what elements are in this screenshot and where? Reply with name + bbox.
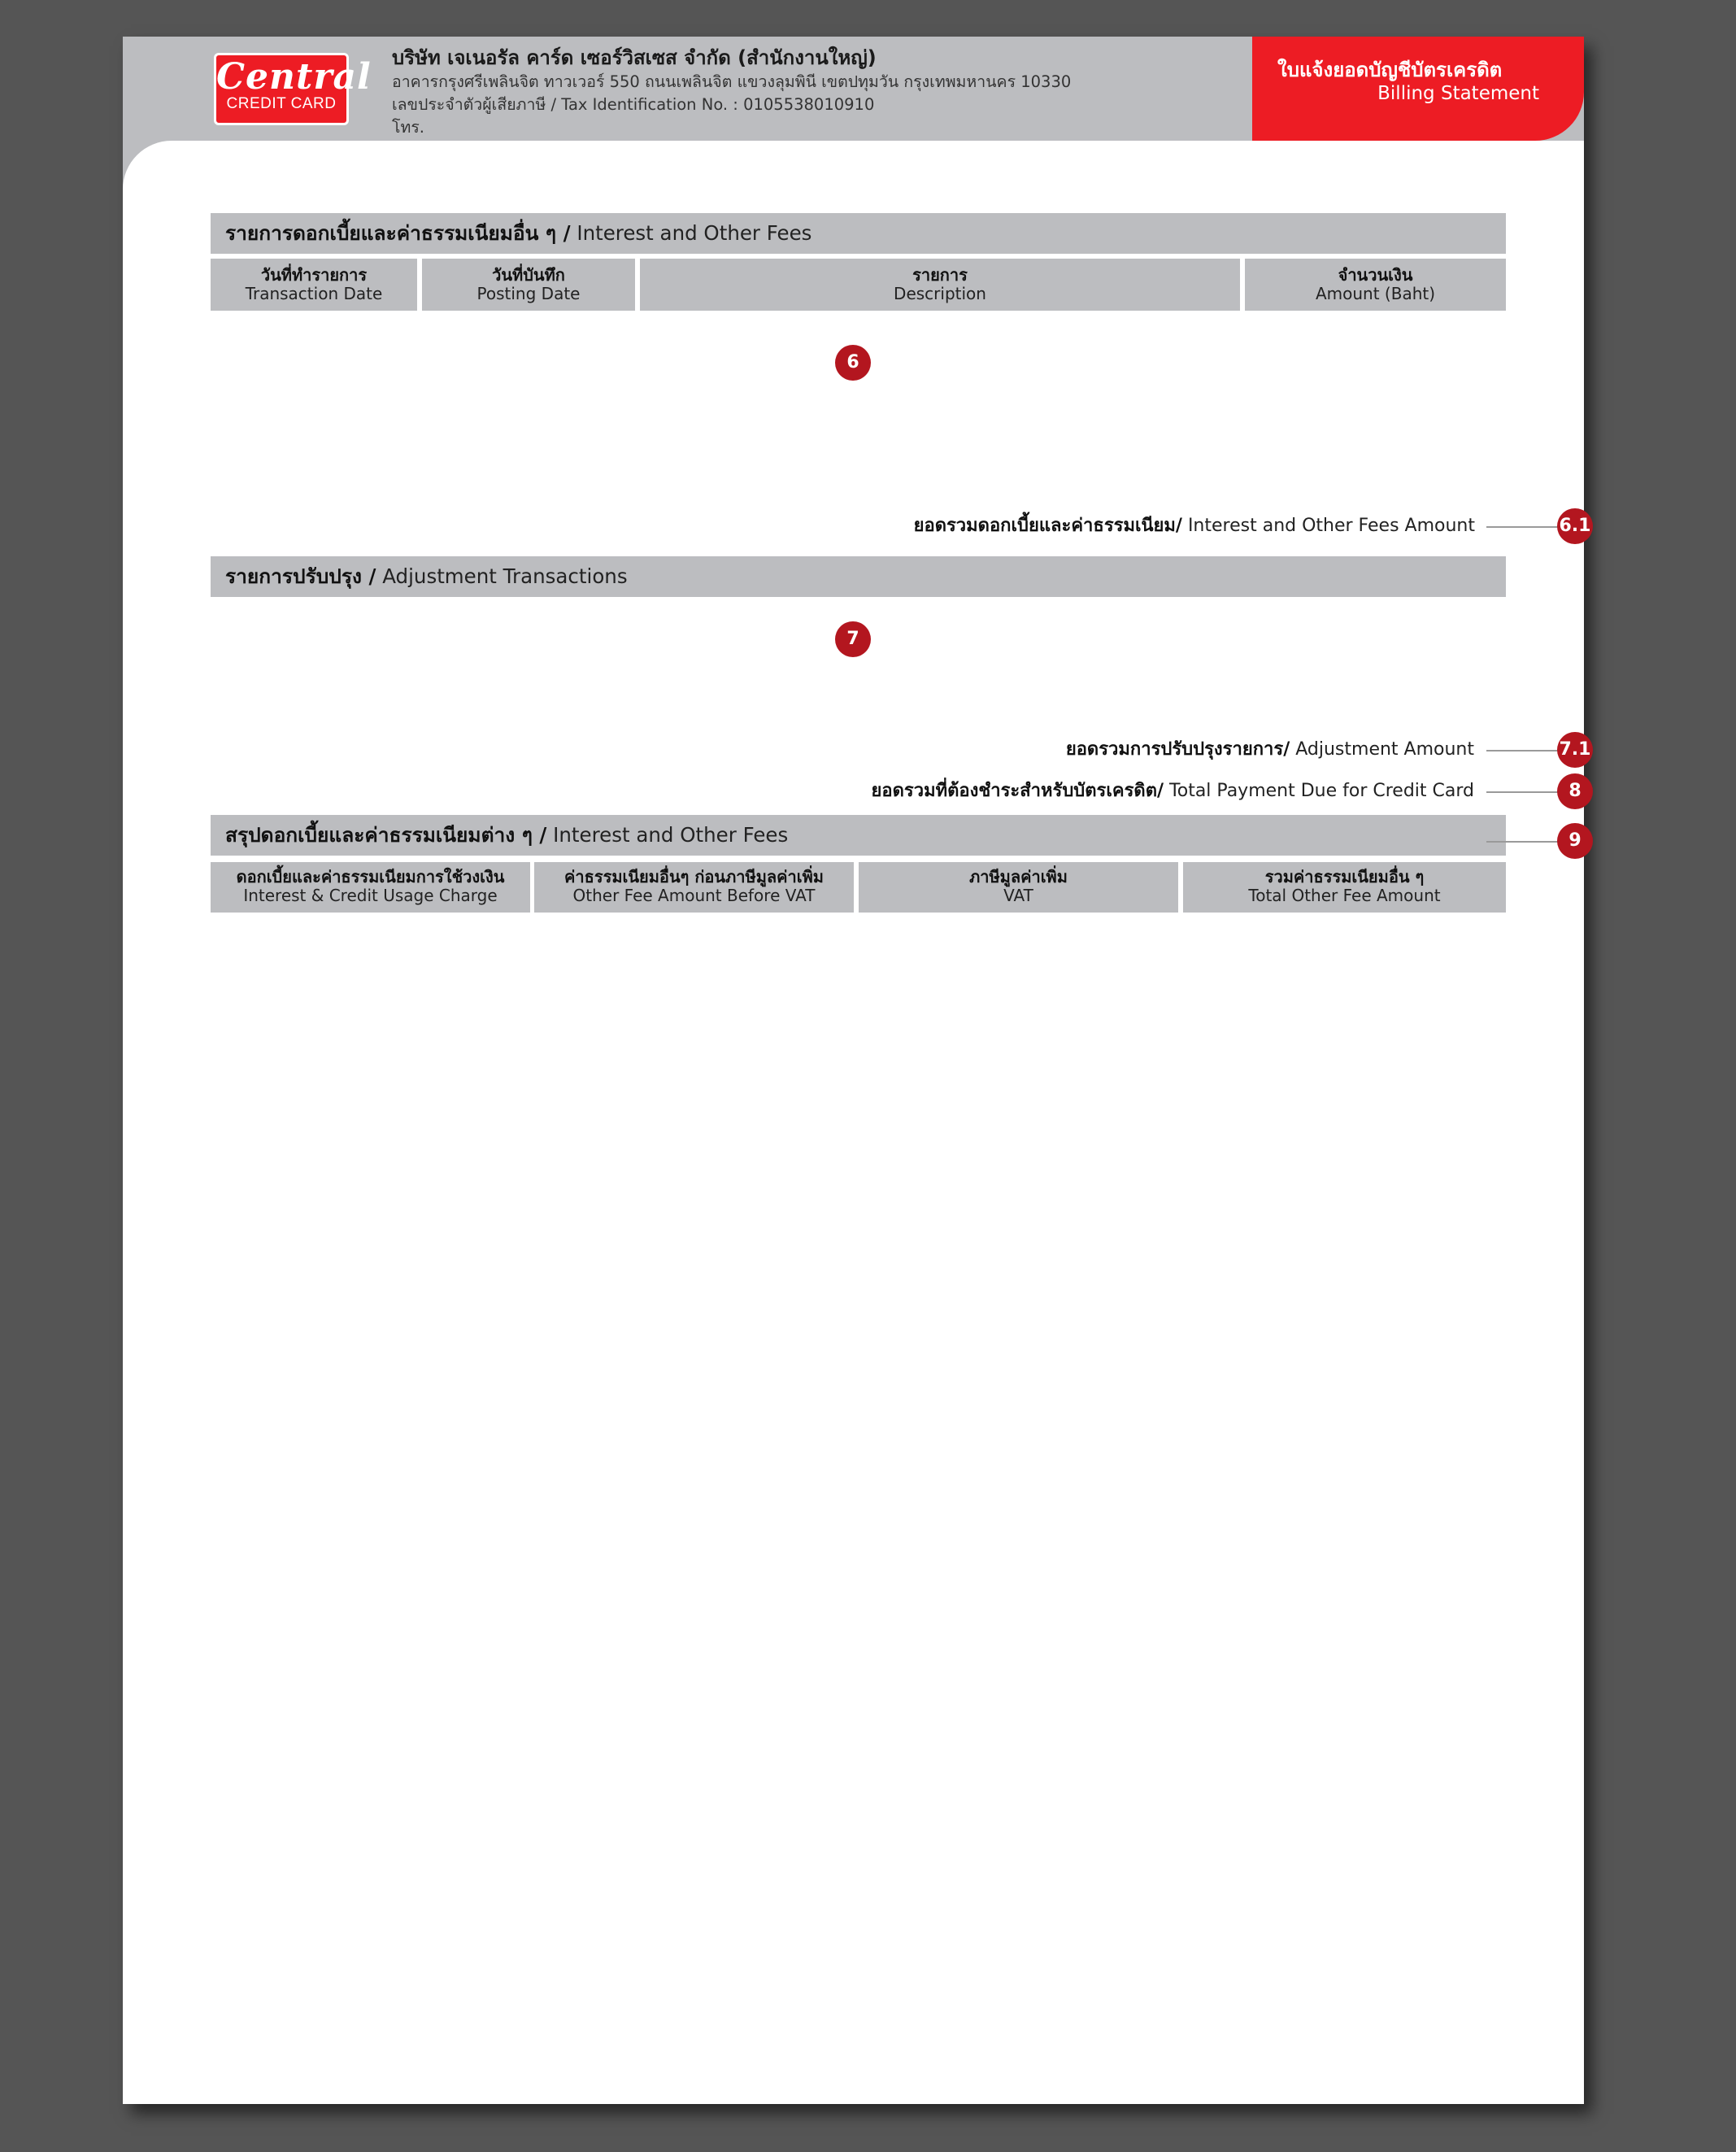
column-header-description: รายการ Description <box>640 259 1240 311</box>
column-header-total-other-fee: รวมค่าธรรมเนียมอื่น ๆ Total Other Fee Amount <box>1183 862 1506 913</box>
interest-fees-total-label: ยอดรวมดอกเบี้ยและค่าธรรมเนียม/ Interest and Other Fees Amount <box>913 516 1475 536</box>
marker-9: 9 <box>1557 823 1593 859</box>
marker-8: 8 <box>1557 773 1593 809</box>
column-header-transaction-date: วันที่ทำรายการ Transaction Date <box>211 259 417 311</box>
logo-wordmark: Central <box>216 56 372 98</box>
tax-id: เลขประจำตัวผู้เสียภาษี / Tax Identification No. : 0105538010910 <box>392 95 875 114</box>
company-address: อาคารกรุงศรีเพลินจิต ทาวเวอร์ 550 ถนนเพลินจิต แขวงลุมพินี เขตปทุมวัน กรุงเทพมหานคร 10330 <box>392 72 1072 91</box>
column-header-posting-date: วันที่บันทึก Posting Date <box>422 259 635 311</box>
adjustment-section-header: รายการปรับปรุง / Adjustment Transactions <box>211 556 1506 597</box>
column-header-fee-before-vat: ค่าธรรมเนียมอื่นๆ ก่อนภาษีมูลค่าเพิ่ม Other Fee Amount Before VAT <box>534 862 854 913</box>
total-payment-due-label: ยอดรวมที่ต้องชำระสำหรับบัตรเครดิต/ Total Payment Due for Credit Card <box>871 781 1474 801</box>
document-title-th: ใบแจ้งยอดบัญชีบัตรเครดิต <box>1277 59 1503 81</box>
central-credit-card-logo <box>214 53 372 125</box>
company-name: บริษัท เจเนอรัล คาร์ด เซอร์วิสเซส จำกัด (สำนักงานใหญ่) <box>392 46 877 69</box>
column-header-interest-credit-usage: ดอกเบี้ยและค่าธรรมเนียมการใช้วงเงิน Interest & Credit Usage Charge <box>211 862 530 913</box>
interest-fees-section-header <box>211 213 1506 254</box>
phone-label: โทร. <box>392 118 424 137</box>
marker-6-1: 6.1 <box>1557 508 1593 544</box>
section-title-en: Interest and Other Fees <box>570 221 812 245</box>
marker-6: 6 <box>835 345 871 381</box>
adjustment-total-label: ยอดรวมการปรับปรุงรายการ/ Adjustment Amount <box>1065 739 1474 760</box>
marker-7-1: 7.1 <box>1557 732 1593 768</box>
logo-subtitle: CREDIT CARD <box>226 95 337 112</box>
document-title-en: Billing Statement <box>1377 83 1539 104</box>
document-title <box>1277 58 1570 105</box>
marker-7: 7 <box>835 621 871 657</box>
column-header-amount: จำนวนเงิน Amount (Baht) <box>1245 259 1506 311</box>
company-info <box>392 45 1238 139</box>
column-header-vat: ภาษีมูลค่าเพิ่ม VAT <box>859 862 1178 913</box>
statement-page <box>123 37 1591 2104</box>
summary-section-header: สรุปดอกเบี้ยและค่าธรรมเนียมต่าง ๆ / Interest and Other Fees <box>211 815 1506 856</box>
section-title-th: รายการดอกเบี้ยและค่าธรรมเนียมอื่น ๆ / <box>225 221 571 245</box>
